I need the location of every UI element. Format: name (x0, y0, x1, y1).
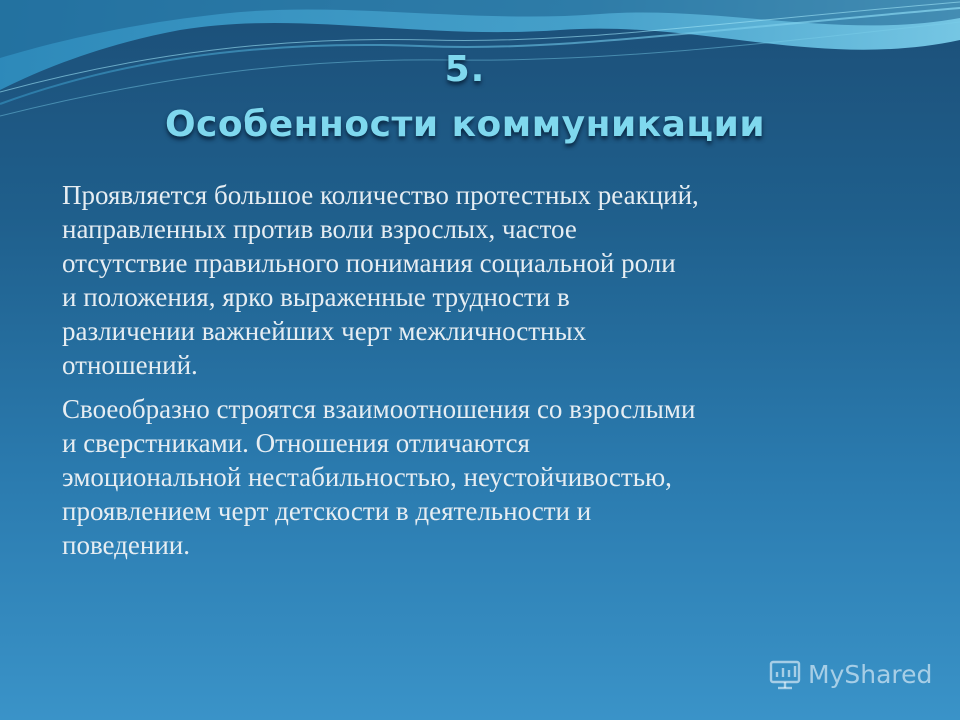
slide-title (0, 44, 930, 152)
body-paragraph-2: Своеобразно строятся взаимоотношения со взрослыми и сверстниками. Отношения отличаются эмоциональной нестабильностью, неустойчивостью, проявлением черт детскости в деятельности и поведении. (62, 394, 696, 560)
slide-body (62, 178, 882, 572)
slide-heading: Особенности коммуникации (164, 104, 766, 145)
watermark-brand: MyShared (808, 659, 933, 689)
slide-number: 5. (444, 49, 486, 90)
body-paragraph-1: Проявляется большое количество протестных реакций, направленных против воли взрослых, частое отсутствие правильного понимания социальной роли и положения, ярко выраженные трудности в различении важнейших черт межличностных отношений. (62, 180, 699, 380)
presentation-board-icon (768, 657, 802, 691)
myshared-watermark (768, 654, 932, 694)
